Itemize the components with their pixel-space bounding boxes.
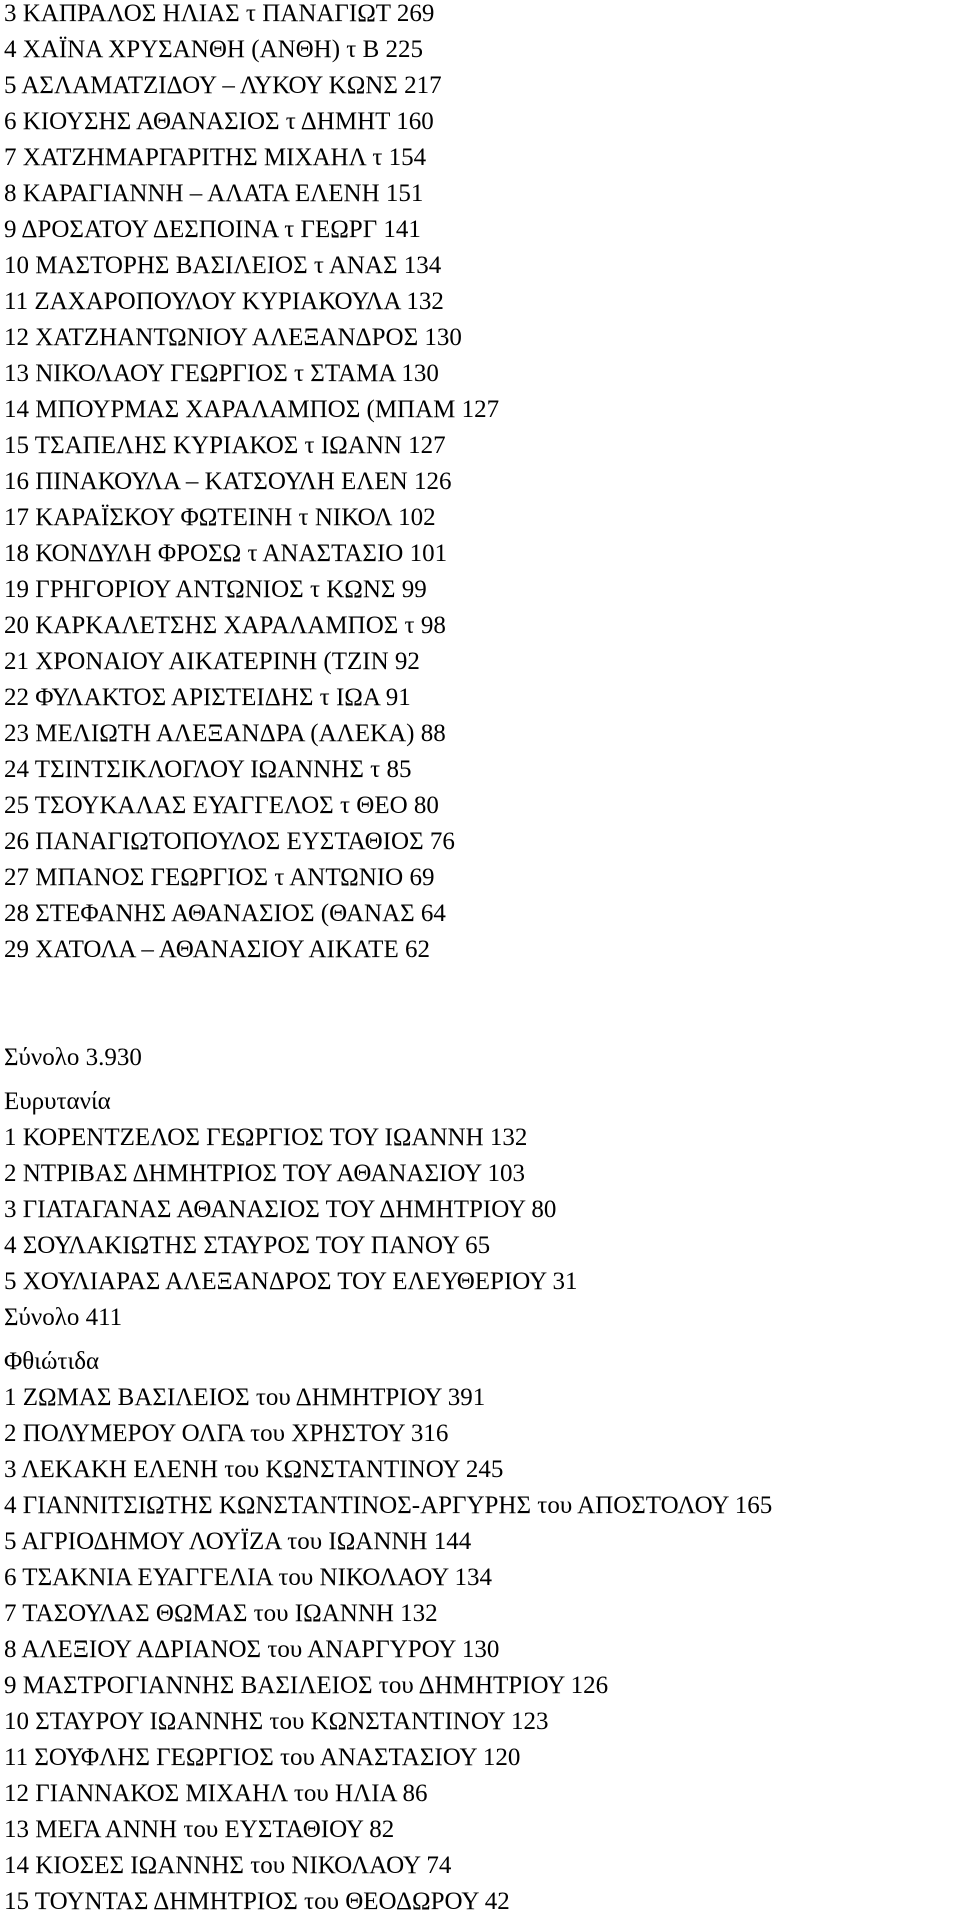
- list-item: 13 ΝΙΚΟΛΑΟΥ ΓΕΩΡΓΙΟΣ τ ΣΤΑΜΑ 130: [4, 360, 439, 387]
- list-item: 4 ΣΟΥΛΑΚΙΩΤΗΣ ΣΤΑΥΡΟΣ ΤΟΥ ΠΑΝΟΥ 65: [4, 1232, 491, 1259]
- list-item: 17 ΚΑΡΑΪΣΚΟΥ ΦΩΤΕΙΝΗ τ ΝΙΚΟΛ 102: [4, 504, 436, 531]
- list-item: 14 ΜΠΟΥΡΜΑΣ ΧΑΡΑΛΑΜΠΟΣ (ΜΠΑΜ 127: [4, 396, 500, 423]
- list-item: 28 ΣΤΕΦΑΝΗΣ ΑΘΑΝΑΣΙΟΣ (ΘΑΝΑΣ 64: [4, 900, 446, 927]
- list-item: 9 ΔΡΟΣΑΤΟΥ ΔΕΣΠΟΙΝΑ τ ΓΕΩΡΓ 141: [4, 216, 421, 243]
- section-total: Σύνολο 411: [4, 1304, 123, 1331]
- list-item: [4, 1004, 960, 1040]
- list-item: 15 ΤΟΥΝΤΑΣ ΔΗΜΗΤΡΙΟΣ του ΘΕΟΔΩΡΟΥ 42: [4, 1888, 510, 1915]
- list-item: [4, 968, 960, 1004]
- candidate-list-section-evrytania: [4, 1084, 960, 1336]
- list-item: 5 ΑΓΡΙΟΔΗΜΟΥ ΛΟΥΪΖΑ του ΙΩΑΝΝΗ 144: [4, 1528, 472, 1555]
- list-item: 11 ΖΑΧΑΡΟΠΟΥΛΟΥ ΚΥΡΙΑΚΟΥΛΑ 132: [4, 288, 444, 315]
- list-item: 3 ΛΕΚΑΚΗ ΕΛΕΝΗ του ΚΩΝΣΤΑΝΤΙΝΟΥ 245: [4, 1456, 504, 1483]
- list-item: 21 ΧΡΟΝΑΙΟΥ ΑΙΚΑΤΕΡΙΝΗ (ΤΖΙΝ 92: [4, 648, 420, 675]
- list-item: 14 ΚΙΟΣΕΣ ΙΩΑΝΝΗΣ του ΝΙΚΟΛΑΟΥ 74: [4, 1852, 452, 1879]
- list-item: 5 ΑΣΛΑΜΑΤΖΙΔΟΥ – ΛΥΚΟΥ ΚΩΝΣ 217: [4, 72, 442, 99]
- list-item: 3 ΓΙΑΤΑΓΑΝΑΣ ΑΘΑΝΑΣΙΟΣ ΤΟΥ ΔΗΜΗΤΡΙΟΥ 80: [4, 1196, 557, 1223]
- list-item: 7 ΤΑΣΟΥΛΑΣ ΘΩΜΑΣ του ΙΩΑΝΝΗ 132: [4, 1600, 438, 1627]
- list-item: 15 ΤΣΑΠΕΛΗΣ ΚΥΡΙΑΚΟΣ τ ΙΩΑΝΝ 127: [4, 432, 446, 459]
- list-item: 9 ΜΑΣΤΡΟΓΙΑΝΝΗΣ ΒΑΣΙΛΕΙΟΣ του ΔΗΜΗΤΡΙΟΥ 126: [4, 1672, 609, 1699]
- list-item: 8 ΑΛΕΞΙΟΥ ΑΔΡΙΑΝΟΣ του ΑΝΑΡΓΥΡΟΥ 130: [4, 1636, 500, 1663]
- list-item: 3 ΚΑΠΡΑΛΟΣ ΗΛΙΑΣ τ ΠΑΝΑΓΙΩΤ 269: [4, 0, 435, 27]
- list-item: 19 ΓΡΗΓΟΡΙΟΥ ΑΝΤΩΝΙΟΣ τ ΚΩΝΣ 99: [4, 576, 427, 603]
- list-item: 12 ΧΑΤΖΗΑΝΤΩΝΙΟΥ ΑΛΕΞΑΝΔΡΟΣ 130: [4, 324, 462, 351]
- list-item: 2 ΠΟΛΥΜΕΡΟΥ ΟΛΓΑ του ΧΡΗΣΤΟΥ 316: [4, 1420, 449, 1447]
- section-heading: Ευρυτανία: [4, 1088, 111, 1115]
- list-item: 4 ΓΙΑΝΝΙΤΣΙΩΤΗΣ ΚΩΝΣΤΑΝΤΙΝΟΣ-ΑΡΓΥΡΗΣ του ΑΠΟΣΤΟΛΟΥ 165: [4, 1492, 773, 1519]
- list-item: 5 ΧΟΥΛΙΑΡΑΣ ΑΛΕΞΑΝΔΡΟΣ ΤΟΥ ΕΛΕΥΘΕΡΙΟΥ 31: [4, 1268, 578, 1295]
- list-item: 13 ΜΕΓΑ ΑΝΝΗ του ΕΥΣΤΑΘΙΟΥ 82: [4, 1816, 395, 1843]
- list-item: 6 ΤΣΑΚΝΙΑ ΕΥΑΓΓΕΛΙΑ του ΝΙΚΟΛΑΟΥ 134: [4, 1564, 492, 1591]
- list-item: 24 ΤΣΙΝΤΣΙΚΛΟΓΛΟΥ ΙΩΑΝΝΗΣ τ 85: [4, 756, 412, 783]
- list-item: 4 ΧΑΪΝΑ ΧΡΥΣΑΝΘΗ (ΑΝΘΗ) τ Β 225: [4, 36, 424, 63]
- list-item: 8 ΚΑΡΑΓΙΑΝΝΗ – ΑΛΑΤΑ ΕΛΕΝΗ 151: [4, 180, 424, 207]
- list-item: 7 ΧΑΤΖΗΜΑΡΓΑΡΙΤΗΣ ΜΙΧΑΗΛ τ 154: [4, 144, 427, 171]
- list-item: 27 ΜΠΑΝΟΣ ΓΕΩΡΓΙΟΣ τ ΑΝΤΩΝΙΟ 69: [4, 864, 435, 891]
- list-item: 10 ΣΤΑΥΡΟΥ ΙΩΑΝΝΗΣ του ΚΩΝΣΤΑΝΤΙΝΟΥ 123: [4, 1708, 549, 1735]
- candidate-list-section-fthiotida: [4, 1344, 960, 1920]
- list-item: 6 ΚΙΟΥΣΗΣ ΑΘΑΝΑΣΙΟΣ τ ΔΗΜΗΤ 160: [4, 108, 434, 135]
- list-item: 23 ΜΕΛΙΩΤΗ ΑΛΕΞΑΝΔΡΑ (ΑΛΕΚΑ) 88: [4, 720, 446, 747]
- list-item: 18 ΚΟΝΔΥΛΗ ΦΡΟΣΩ τ ΑΝΑΣΤΑΣΙΟ 101: [4, 540, 448, 567]
- list-item: 22 ΦΥΛΑΚΤΟΣ ΑΡΙΣΤΕΙΔΗΣ τ ΙΩΑ 91: [4, 684, 411, 711]
- list-item: 25 ΤΣΟΥΚΑΛΑΣ ΕΥΑΓΓΕΛΟΣ τ ΘΕΟ 80: [4, 792, 439, 819]
- list-item: 20 ΚΑΡΚΑΛΕΤΣΗΣ ΧΑΡΑΛΑΜΠΟΣ τ 98: [4, 612, 446, 639]
- section-heading: Φθιώτιδα: [4, 1348, 100, 1375]
- list-item: 26 ΠΑΝΑΓΙΩΤΟΠΟΥΛΟΣ ΕΥΣΤΑΘΙΟΣ 76: [4, 828, 455, 855]
- list-item: 29 ΧΑΤΟΛΑ – ΑΘΑΝΑΣΙΟΥ ΑΙΚΑΤΕ 62: [4, 936, 430, 963]
- document-page: [4, 0, 960, 1920]
- list-item: 1 ΖΩΜΑΣ ΒΑΣΙΛΕΙΟΣ του ΔΗΜΗΤΡΙΟΥ 391: [4, 1384, 486, 1411]
- list-item: 12 ΓΙΑΝΝΑΚΟΣ ΜΙΧΑΗΛ του ΗΛΙΑ 86: [4, 1780, 428, 1807]
- list-item: 11 ΣΟΥΦΛΗΣ ΓΕΩΡΓΙΟΣ του ΑΝΑΣΤΑΣΙΟΥ 120: [4, 1744, 521, 1771]
- list-item: 1 ΚΟΡΕΝΤΖΕΛΟΣ ΓΕΩΡΓΙΟΣ ΤΟΥ ΙΩΑΝΝΗ 132: [4, 1124, 528, 1151]
- list-item: 16 ΠΙΝΑΚΟΥΛΑ – ΚΑΤΣΟΥΛΗ ΕΛΕΝ 126: [4, 468, 452, 495]
- list-item: 10 ΜΑΣΤΟΡΗΣ ΒΑΣΙΛΕΙΟΣ τ ΑΝΑΣ 134: [4, 252, 442, 279]
- section-total: Σύνολο 3.930: [4, 1044, 142, 1071]
- list-item: 2 ΝΤΡΙΒΑΣ ΔΗΜΗΤΡΙΟΣ ΤΟΥ ΑΘΑΝΑΣΙΟΥ 103: [4, 1160, 526, 1187]
- candidate-list-section-1: [4, 0, 960, 1076]
